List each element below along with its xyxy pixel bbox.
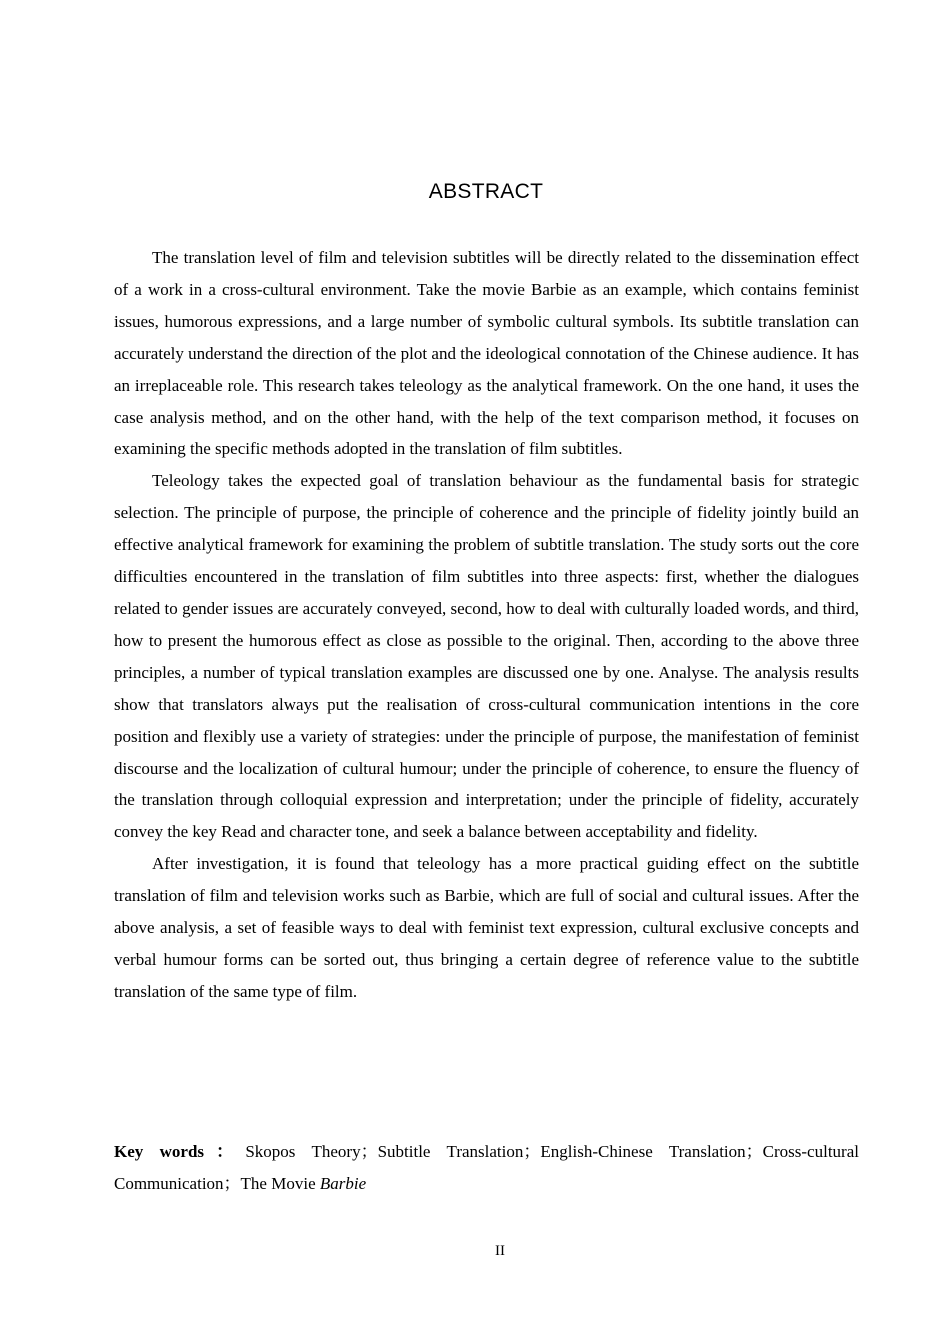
keyword-item: Subtitle Translation ； bbox=[378, 1142, 541, 1161]
keyword-item bbox=[241, 1174, 367, 1193]
keyword-item: Cross-cultural Communication ； bbox=[114, 1142, 859, 1193]
keyword-item-text: The Movie bbox=[240, 1173, 320, 1193]
abstract-paragraph-2: Teleology takes the expected goal of translation behaviour as the fundamental basis for strategic selection. The principle of purpose, the principle of coherence and the principle of fidelity jointly build an effective analytical framework for examining the problem of subtitle translation. The study sorts out the core difficulties encountered in the translation of film subtitles into three aspects: first, whether the dialogues related to gender issues are accurately conveyed, second, how to deal with culturally loaded words, and third, how to present the humorous effect as close as possible to the original. Then, according to the above three principles, a number of typical translation examples are discussed one by one. Analyse. The analysis results show that translators always put the realisation of cross-cultural communication intentions in the core position and flexibly use a variety of strategies: under the principle of purpose, the manifestation of feminist discourse and the localization of cultural humour; under the principle of coherence, to ensure the fluency of the translation through colloquial expression and interpretation; under the principle of fidelity, accurately convey the key Read and character tone, and seek a balance between acceptability and fidelity. bbox=[114, 471, 859, 842]
abstract-heading: ABSTRACT bbox=[428, 180, 544, 203]
keyword-italic-term: Barbie bbox=[319, 1173, 367, 1193]
keyword-item: English-Chinese Translation ； bbox=[540, 1142, 762, 1161]
keyword-item: Skopos Theory ； bbox=[245, 1142, 377, 1161]
keywords-line bbox=[114, 1136, 859, 1200]
abstract-paragraph-3: After investigation, it is found that teleology has a more practical guiding effect on the subtitle translation of film and television works such as Barbie, which are full of social and cultural issues. After the above analysis, a set of feasible ways to deal with feminist text expression, cultural exclusive concepts and verbal humour forms can be sorted out, thus bringing a certain degree of reference value to the subtitle translation of the same type of film. bbox=[114, 854, 859, 1001]
abstract-body bbox=[114, 242, 859, 1008]
page-number: II bbox=[495, 1243, 505, 1259]
keywords-label: Key words ： bbox=[114, 1142, 245, 1161]
abstract-paragraph-1: The translation level of film and television subtitles will be directly related to the dissemination effect of a work in a cross-cultural environment. Take the movie Barbie as an example, which contains feminist issues, humorous expressions, and a large number of symbolic cultural symbols. Its subtitle translation can accurately understand the direction of the plot and the ideological connotation of the Chinese audience. It has an irreplaceable role. This research takes teleology as the analytical framework. On the one hand, it uses the case analysis method, and on the other hand, with the help of the text comparison method, it focuses on examining the specific methods adopted in the translation of film subtitles. bbox=[114, 248, 859, 459]
